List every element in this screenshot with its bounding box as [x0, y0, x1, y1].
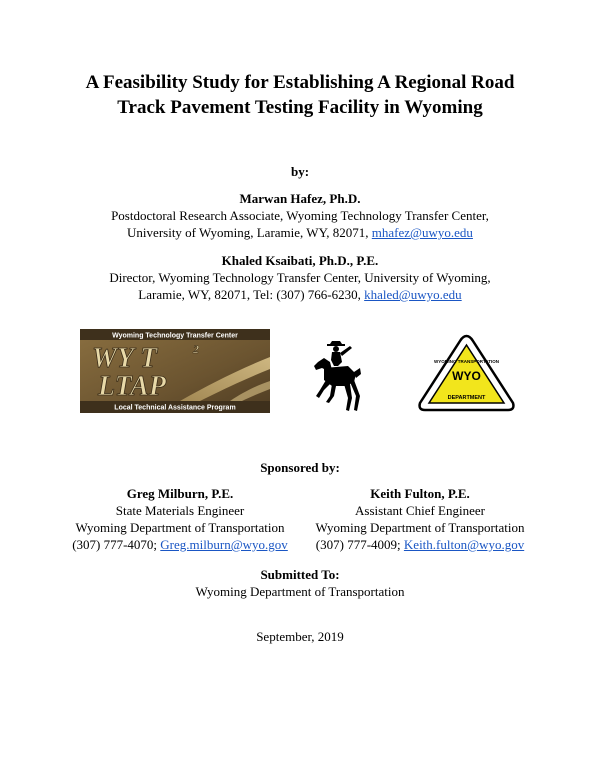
wydot-ring-text: WYOMING TRANSPORTATION: [433, 359, 500, 364]
author-email-link[interactable]: mhafez@uwyo.edu: [371, 225, 473, 240]
author-affiliation: Postdoctoral Research Associate, Wyoming Technology Transfer Center,: [111, 208, 489, 223]
submitted-to: Wyoming Department of Transportation: [195, 584, 405, 599]
author-affiliation: Director, Wyoming Technology Transfer Center, University of Wyoming,: [109, 270, 491, 285]
wydot-letters: WYO: [452, 369, 481, 383]
ltap-superscript: 2: [193, 342, 199, 356]
ltap-bottom-text: Local Technical Assistance Program: [114, 404, 236, 412]
sponsor-name: Keith Fulton, P.E.: [370, 486, 470, 501]
by-label: by:: [290, 164, 310, 179]
bucking-horse-rider-logo: [310, 340, 362, 414]
submitted-label: Submitted To:: [260, 567, 340, 582]
sponsor-org: Wyoming Department of Transportation: [315, 520, 525, 535]
wyt2-ltap-logo: [80, 329, 270, 413]
author-block-2: [0, 252, 600, 303]
sponsor-email-link[interactable]: Greg.milburn@wyo.gov: [160, 537, 288, 552]
sponsor-email-link[interactable]: Keith.fulton@wyo.gov: [403, 537, 525, 552]
author-address-text: Laramie, WY, 82071, Tel: (307) 766-6230,: [138, 287, 365, 302]
sponsor-contact: [60, 536, 300, 553]
report-title: [0, 70, 600, 120]
ltap-main-line-2: LTAP: [98, 371, 166, 402]
sponsor-title: State Materials Engineer: [115, 503, 245, 518]
sponsor-block-1: [60, 485, 300, 553]
sponsor-org: Wyoming Department of Transportation: [75, 520, 285, 535]
author-address-text: University of Wyoming, Laramie, WY, 82071,: [127, 225, 372, 240]
sponsor-contact: [300, 536, 540, 553]
author-name: Marwan Hafez, Ph.D.: [239, 191, 361, 206]
title-line-1: A Feasibility Study for Establishing A Regional Road: [85, 72, 515, 93]
ltap-logo-graphic: [80, 329, 270, 413]
sponsor-phone: (307) 777-4070;: [72, 537, 161, 552]
wydot-department-text: DEPARTMENT: [447, 395, 486, 401]
bucking-horse-icon: [310, 340, 362, 414]
title-line-2: Track Pavement Testing Facility in Wyoming: [117, 97, 483, 118]
sponsor-title: Assistant Chief Engineer: [355, 503, 485, 518]
author-email-link[interactable]: khaled@uwyo.edu: [364, 287, 462, 302]
wydot-logo: [415, 333, 518, 413]
sponsor-name: Greg Milburn, P.E.: [126, 486, 234, 501]
report-date: September, 2019: [256, 629, 344, 644]
ltap-main-line-1: WY T: [92, 343, 158, 374]
ltap-top-text: Wyoming Technology Transfer Center: [112, 332, 238, 340]
sponsored-label: Sponsored by:: [260, 460, 340, 475]
author-name: Khaled Ksaibati, Ph.D., P.E.: [221, 253, 379, 268]
author-address: [0, 224, 600, 241]
sponsor-block-2: [300, 485, 540, 553]
sponsor-phone: (307) 777-4009;: [315, 537, 404, 552]
author-address: [0, 286, 600, 303]
author-block-1: [0, 190, 600, 241]
wydot-triangle-emblem: [415, 333, 518, 413]
